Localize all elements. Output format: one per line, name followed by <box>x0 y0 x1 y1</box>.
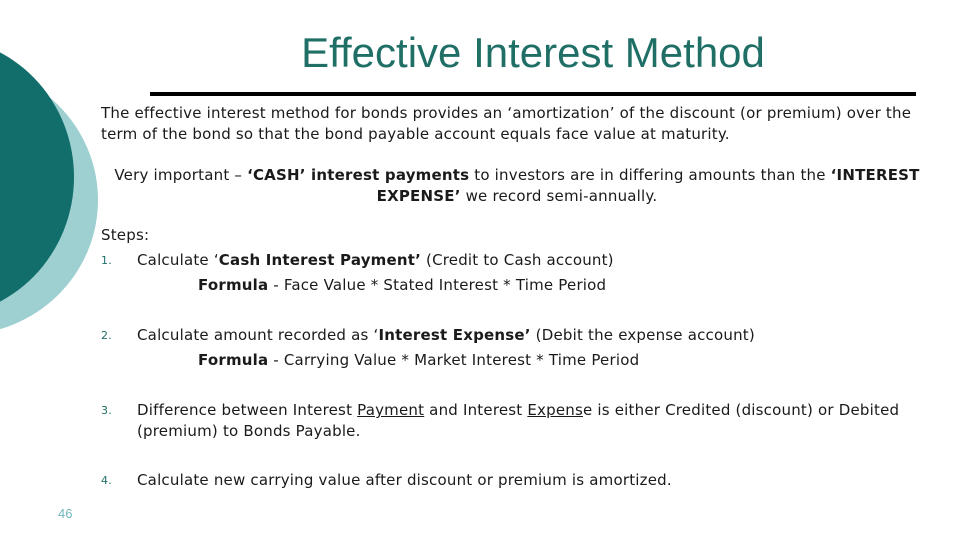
formula-label: Formula <box>198 351 269 369</box>
step-2 <box>101 325 933 346</box>
decorative-arc-shapes <box>0 0 110 540</box>
cash-interest-payments: ‘CASH’ interest payments <box>247 166 470 184</box>
step-number: 2. <box>101 329 112 342</box>
formula-text: - Face Value * Stated Interest * Time Period <box>268 276 607 294</box>
formula-label: Formula <box>198 276 269 294</box>
step-suffix: (Debit the expense account) <box>530 326 755 344</box>
formula-1 <box>101 275 933 296</box>
step-number: 1. <box>101 254 112 267</box>
important-suffix: we record semi-annually. <box>460 187 658 205</box>
step-text-part-3: e is either Credited (discount) or Debited (premium) to Bonds Payable. <box>137 401 900 440</box>
step-prefix: Calculate ‘ <box>137 251 219 269</box>
step-bold: Cash Interest Payment’ <box>218 251 422 269</box>
step-text-part-2: and Interest <box>424 401 528 419</box>
formula-2 <box>101 350 933 371</box>
step-prefix: Calculate amount recorded as ‘ <box>137 326 379 344</box>
underlined-expens: Expens <box>527 401 583 419</box>
interest-expense: ‘INTEREST EXPENSE’ <box>376 166 920 205</box>
step-number: 4. <box>101 474 112 487</box>
formula-text: - Carrying Value * Market Interest * Time Period <box>268 351 640 369</box>
step-1 <box>101 250 933 271</box>
step-text: Calculate new carrying value after discount or premium is amortized. <box>137 471 672 489</box>
step-4 <box>101 470 933 491</box>
slide-content <box>101 103 933 491</box>
step-number: 3. <box>101 404 112 417</box>
intro-paragraph: The effective interest method for bonds provides an ‘amortization’ of the discount (or premium) over the term of the bond so that the bond payable account equals face value at maturity. <box>101 104 912 143</box>
important-middle: to investors are in differing amounts than the <box>469 166 831 184</box>
step-bold: Interest Expense’ <box>378 326 531 344</box>
important-note <box>101 165 933 207</box>
page-number: 46 <box>58 506 73 521</box>
step-text-part-1: Difference between Interest <box>137 401 358 419</box>
step-suffix: (Credit to Cash account) <box>421 251 614 269</box>
underlined-payment: Payment <box>357 401 425 419</box>
title-underline <box>150 92 916 96</box>
important-prefix: Very important – <box>114 166 248 184</box>
steps-label: Steps: <box>101 226 150 244</box>
step-3 <box>101 400 933 442</box>
slide-title: Effective Interest Method <box>301 29 765 76</box>
